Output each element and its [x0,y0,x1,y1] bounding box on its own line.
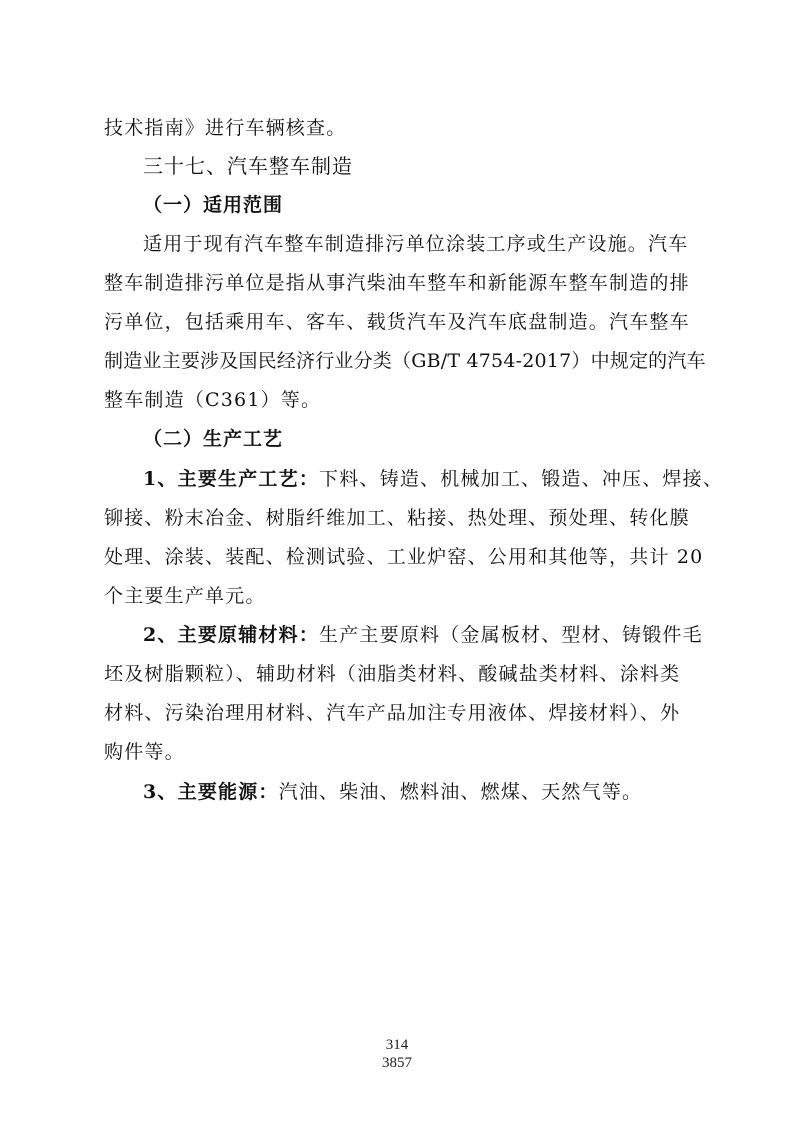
text-fragment: 铆接、粉末冶金、树脂纤维加工、粘接、热处理、预处理、转化膜 [104,507,690,529]
text-fragment: 材料、污染治理用材料、汽车产品加注专用液体、焊接材料）、外 [104,702,681,724]
paragraph-line [0,505,794,531]
subsection-heading [0,426,794,452]
subsection-title: （一）适用范围 [143,194,284,216]
total-page-number: 3857 [382,1055,412,1071]
text-fragment: 生产主要原料（金属板材、型材、铸锻件毛 [319,624,703,646]
item-label: 3、主要能源： [143,781,279,803]
text-fragment: 坯及树脂颗粒）、辅助材料（油脂类材料、酸碱盐类材料、涂料类 [104,663,681,685]
paragraph-line [0,661,794,687]
text-fragment: 汽油、柴油、燃料油、燃煤、天然气等。 [278,781,643,803]
paragraph-line [0,115,794,141]
paragraph-line [0,779,794,805]
text-fragment: 技术指南》进行车辆核查。 [104,117,347,139]
paragraph-line [0,309,794,335]
paragraph-line [0,700,794,726]
subsection-title: （二）生产工艺 [143,428,284,450]
page-number: 314 [385,1037,409,1053]
item-label: 1、主要生产工艺： [143,468,320,490]
text-fragment: 个主要生产单元。 [104,585,266,607]
text-fragment: 整车制造排污单位是指从事汽柴油车整车和新能源车整车制造的排 [104,272,690,294]
section-title: 三十七、汽车整车制造 [143,154,353,178]
paragraph-line [0,270,794,296]
text-fragment: 适用于现有汽车整车制造排污单位涂装工序或生产设施。汽车 [143,233,689,255]
text-fragment: 处理、涂装、装配、检测试验、工业炉窑、公用和其他等，共计 20 [104,546,704,568]
text-fragment: 污单位，包括乘用车、客车、载货汽车及汽车底盘制造。汽车整车 [104,311,690,333]
text-fragment: 下料、铸造、机械加工、锻造、冲压、焊接、 [319,468,724,490]
text-fragment: 整车制造（C361）等。 [104,389,322,411]
text-fragment: 购件等。 [104,741,185,763]
item-label: 2、主要原辅材料： [143,624,320,646]
paragraph-line [0,583,794,609]
paragraph-line [0,466,794,492]
section-heading [0,153,794,179]
subsection-heading [0,192,794,218]
text-fragment: 制造业主要涉及国民经济行业分类（GB/T 4754-2017）中规定的汽车 [104,350,706,372]
paragraph-line [0,544,794,570]
paragraph-line [0,348,794,374]
paragraph-line [0,387,794,413]
paragraph-line [0,739,794,765]
paragraph-line [0,231,794,257]
paragraph-line [0,622,794,648]
